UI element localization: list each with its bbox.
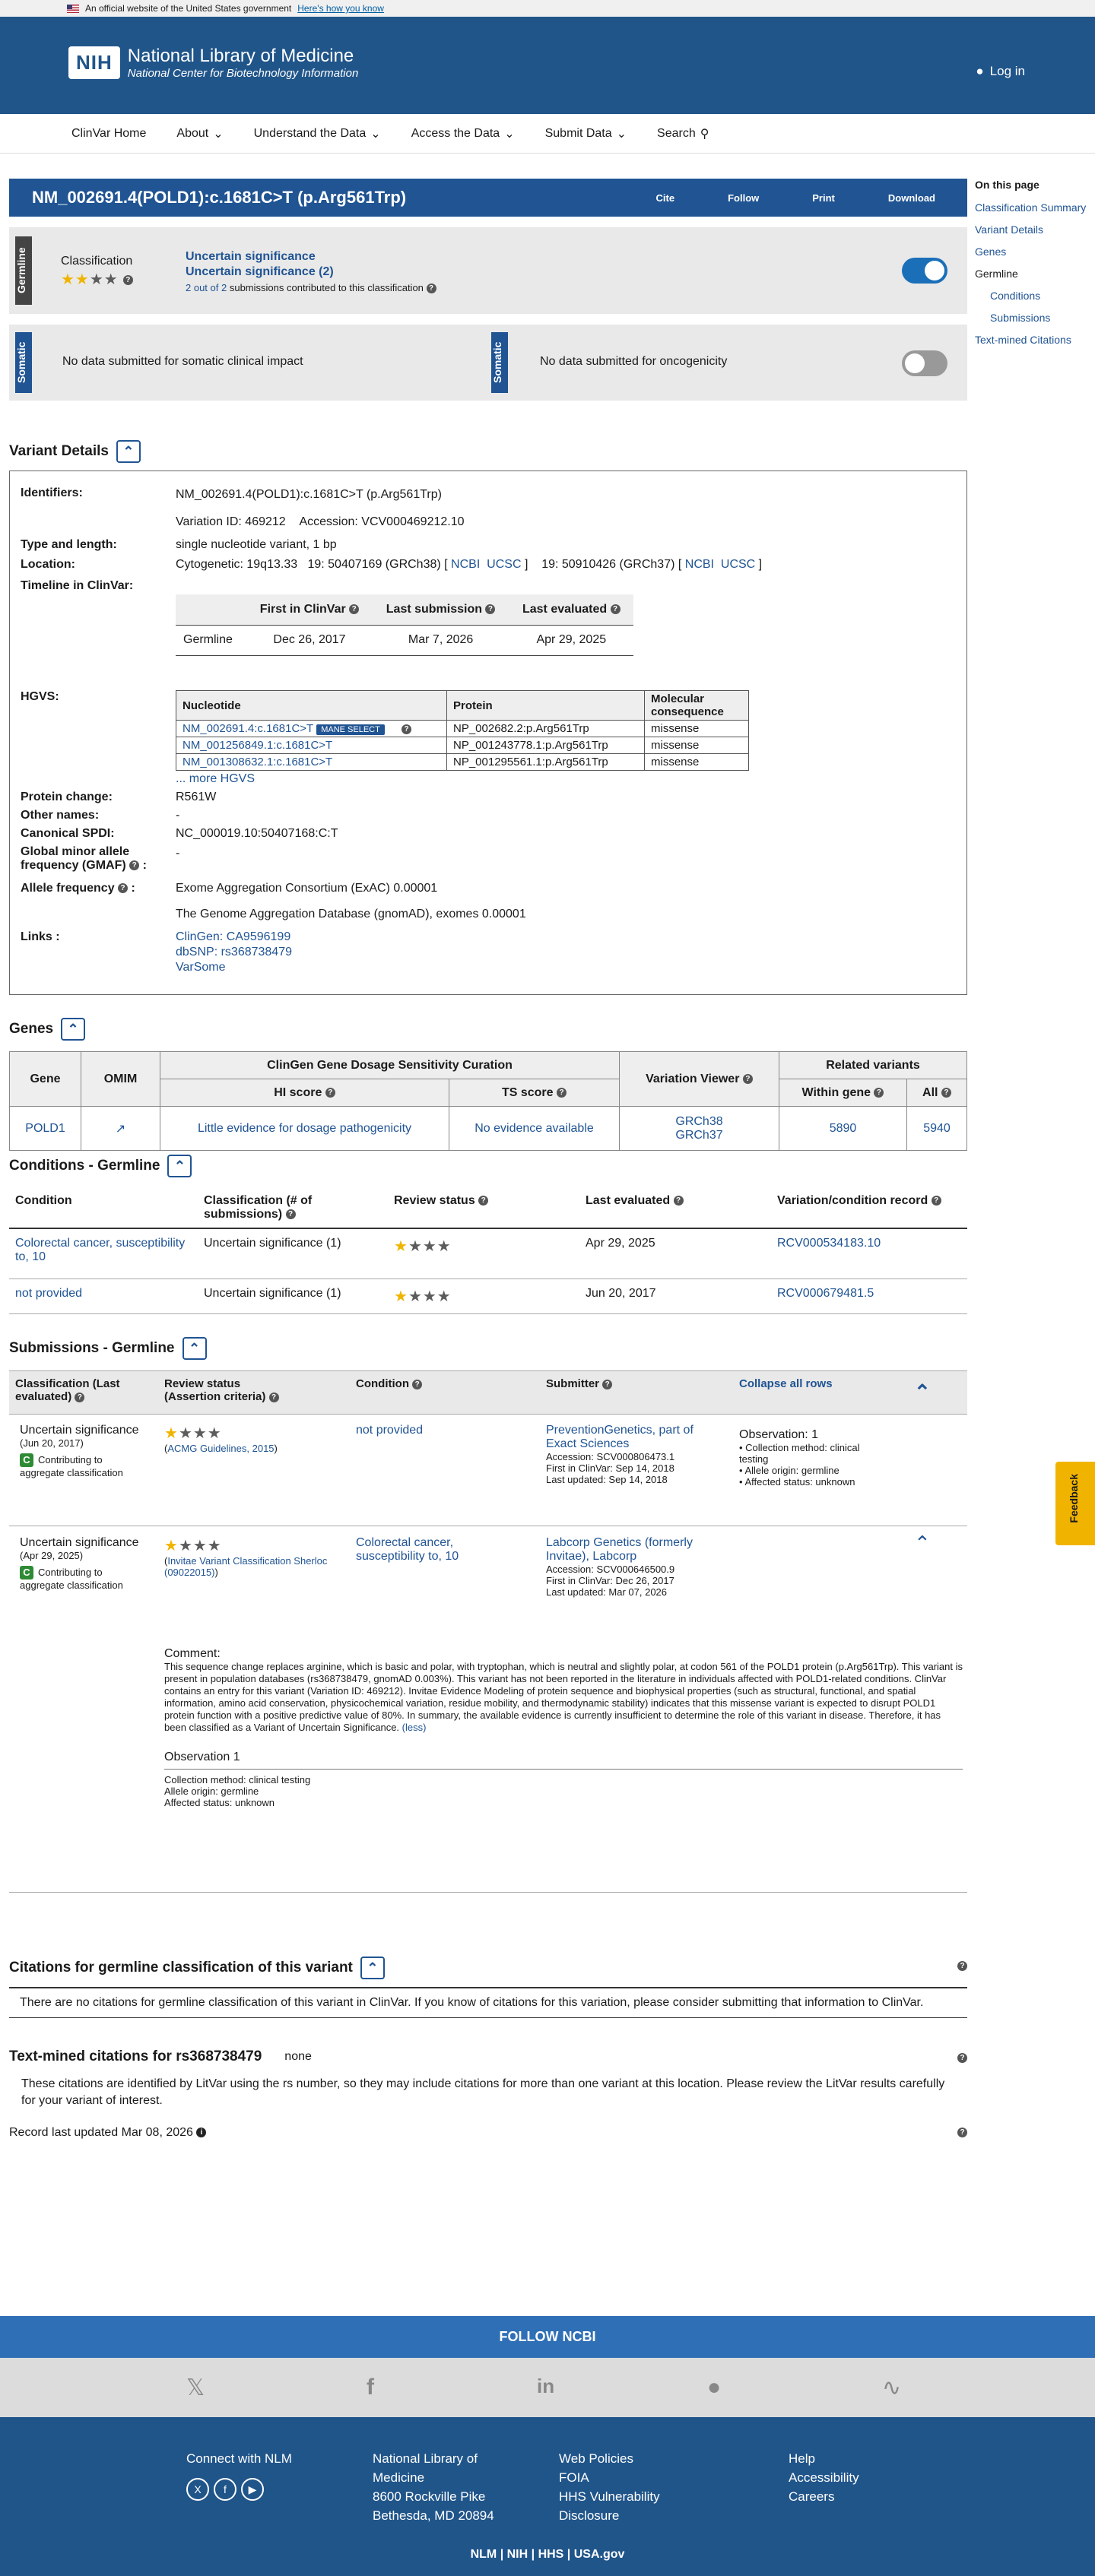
freq-gnomad: The Genome Aggregation Database (gnomAD), exomes 0.00001 [176,908,526,920]
hi-score-link[interactable]: Little evidence for dosage pathogenicity [160,1107,449,1151]
ucsc-link-38[interactable]: UCSC [487,558,522,571]
type-value: single nucleotide variant, 1 bp [176,538,337,551]
connect-nlm: Connect with NLM [186,2451,292,2466]
submissions-heading [9,1337,967,1360]
less-link[interactable]: (less) [402,1722,427,1733]
th-within: Within gene ? [779,1079,907,1107]
nih-logo-icon: NIH [68,46,120,79]
help-icon[interactable]: ? [957,2053,967,2063]
allele-freq-label: Allele frequency ? : [21,882,135,895]
spdi-label: Canonical SPDI: [21,827,115,840]
chevron-down-icon: ⌄ [213,127,224,141]
careers-link[interactable]: Careers [789,2489,835,2504]
gmaf-label: Global minor allele frequency (GMAF) ? : [21,845,147,872]
collapse-up-icon[interactable]: ⌃ [116,440,141,463]
nav-access[interactable] [411,126,515,141]
hgvs-nuc-link[interactable]: NM_001256849.1:c.1681C>T [176,737,447,754]
condition-class: Uncertain significance (1) [198,1228,388,1278]
header-subtitle: National Center for Biotechnology Information [127,67,359,80]
textmined-none: none [284,2050,312,2063]
github-icon[interactable]: ● [707,2375,722,2400]
toc-genes[interactable]: Genes [975,246,1007,258]
contributing-badge-icon: C [20,1566,33,1580]
footer-help [789,2449,859,2506]
sub1-class [20,1424,149,1478]
sub1-obs: Observation: 1 [739,1428,819,1441]
th-last-eval: Last evaluated ? [509,594,633,625]
sub2-first: First in ClinVar: Dec 26, 2017 [546,1575,674,1586]
page-title: NM_002691.4(POLD1):c.1681C>T (p.Arg561Trp) [32,188,407,207]
chevron-up-icon[interactable]: ⌃ [914,1380,931,1403]
sub2-upd: Last updated: Mar 07, 2026 [546,1586,668,1598]
hgvs-consequence: missense [645,721,749,737]
login-label: Log in [989,64,1025,78]
identifiers-label: Identifiers: [21,486,83,499]
disclosure-link[interactable]: Disclosure [559,2508,620,2523]
sub1-submitter [546,1424,713,1485]
dbsnp-link[interactable]: dbSNP: rs368738479 [176,946,292,958]
youtube-icon[interactable]: ▶ [241,2478,264,2501]
hgvs-protein: NP_002682.2:p.Arg561Trp [447,721,645,737]
th-sub-submitter: Submitter ? [546,1377,612,1390]
sub2-acc: Accession: SCV000646500.9 [546,1564,675,1575]
variant-details-title: Variant Details [9,443,109,459]
nav-about[interactable] [176,126,223,141]
updated-text: Record last updated Mar 08, 2026 [9,2126,193,2139]
condition-date: Apr 29, 2025 [579,1228,771,1278]
toc-submissions[interactable]: Submissions [990,312,1051,324]
freq-exac: Exome Aggregation Consortium (ExAC) 0.00001 [176,882,438,895]
accession: Accession: VCV000469212.10 [299,515,465,528]
toc-heading: On this page [975,179,1039,191]
th-first: First in ClinVar ? [246,594,372,625]
comment-label: Comment: [164,1647,221,1660]
timeline-table [176,594,633,656]
genes-heading [9,1018,967,1041]
external-link-icon[interactable]: ↗ [81,1107,160,1151]
sub1-observation: Observation: 1 • Collection method: clinical testing • Allele origin: germline • Affected status: unknown [739,1428,891,1488]
sub2-m1: Collection method: clinical testing [164,1774,311,1785]
sub1-submitter-link[interactable]: PreventionGenetics, part of Exact Sciences [546,1424,694,1450]
th-ts: TS score ? [449,1079,620,1107]
hgvs-consequence: missense [645,737,749,754]
nih-link[interactable]: NIH [506,2548,528,2561]
info-icon[interactable]: i [196,2128,206,2137]
germline-panel [9,227,967,314]
download-button[interactable]: Download [887,192,935,204]
hgvs-label: HGVS: [21,690,59,703]
nav-submit-label: Submit Data [544,126,612,140]
linkedin-icon[interactable]: in [537,2375,555,2397]
textmined-title: Text-mined citations for rs368738479 [9,2048,262,2064]
facebook-icon[interactable]: f [367,2375,374,2400]
help-link[interactable]: Help [789,2451,815,2466]
footer-policies [559,2449,660,2525]
web-policies-link[interactable]: Web Policies [559,2451,633,2466]
sub1-date: (Jun 20, 2017) [20,1437,84,1449]
on-this-page [975,179,1095,356]
variant-title-bar [9,179,967,217]
sub2-condition[interactable]: Colorectal cancer, susceptibility to, 10 [356,1536,459,1563]
within-gene-link[interactable]: 5890 [779,1107,907,1151]
contributing-badge-icon: C [20,1453,33,1467]
usagov-link[interactable]: USA.gov [573,2548,625,2561]
textmined-text: These citations are identified by LitVar using the rs number, so they may include citations for more than one variant at this location. Please review the LitVar results carefully for your variant of interest. [21,2077,945,2107]
somatic-onco-text: No data submitted for oncogenicity [540,355,728,368]
rss-icon[interactable]: ∿ [882,2375,902,2400]
somatic-onco-tab: Somatic [491,332,508,393]
th-sub-condition: Condition ? [356,1377,422,1390]
chevron-down-icon: ⌄ [616,127,627,141]
cite-button[interactable]: Cite [655,192,675,204]
heres-how-link[interactable]: Here's how you know [297,3,384,14]
hhs-vuln-link[interactable]: HHS Vulnerability [559,2489,660,2504]
nav-search-label: Search [657,126,696,140]
chevron-down-icon: ⌄ [370,127,381,141]
germline-tab: Germline [15,236,32,305]
gov-banner [0,0,1095,17]
submissions-title: Submissions - Germline [9,1340,175,1356]
gmaf-value: - [176,847,180,860]
varsome-link[interactable]: VarSome [176,961,226,974]
links-label: Links : [21,930,60,943]
condition-link[interactable]: not provided [9,1278,198,1313]
condition-class: Uncertain significance (1) [198,1278,388,1313]
th-sub-class: Classification (Last evaluated) ? [15,1377,120,1403]
ucsc-link-37[interactable]: UCSC [720,558,756,571]
acmg-link[interactable]: ACMG Guidelines, 2015 [167,1443,275,1454]
sub1-review: ★★★★ (ACMG Guidelines, 2015) [164,1425,278,1454]
footer-bottom: NLM | NIH | HHS | USA.gov [470,2548,625,2561]
toc-variant-details[interactable]: Variant Details [975,223,1044,236]
nav-search[interactable] [657,126,709,141]
condition-link[interactable]: Colorectal cancer, susceptibility to, 10 [9,1228,198,1278]
rcv-link[interactable]: RCV000679481.5 [771,1278,967,1313]
somatic-toggle[interactable] [902,350,947,376]
somatic-tab: Somatic [15,332,32,393]
sub2-submitter-link[interactable]: Labcorp Genetics (formerly Invitae), Labcorp [546,1536,693,1563]
nav-understand[interactable] [254,126,381,141]
hgvs-nuc-link[interactable]: NM_002691.4:c.1681C>T [182,722,314,735]
th-variation-viewer: Variation Viewer ? [620,1052,779,1107]
more-hgvs-link[interactable]: ... more HGVS [176,772,256,785]
textmined-heading [9,2048,967,2065]
aggregate-classification[interactable]: Uncertain significance [186,250,316,263]
th-sub-review: Review status (Assertion criteria) ? [164,1377,294,1403]
citations-heading [9,1957,967,1979]
nav-submit[interactable] [545,126,627,141]
search-icon: ⚲ [700,127,709,141]
sub2-comment [164,1647,963,1808]
identifier-value: NM_002691.4(POLD1):c.1681C>T (p.Arg561Trp) [176,488,442,501]
nlm-address: National Library of Medicine 8600 Rockville Pike Bethesda, MD 20894 [373,2451,494,2523]
th-consequence: Molecular consequence [645,691,749,721]
hgvs-row [176,721,447,737]
header-title: National Library of Medicine [127,46,354,66]
hgvs-table [176,690,749,771]
classification-label: Classification [61,255,133,268]
sub1-cls: Uncertain significance [20,1424,139,1437]
sub2-contrib: Contributing to aggregate classification [20,1567,123,1591]
other-names-value: - [176,809,180,822]
hgvs-protein: NP_001243778.1:p.Arg561Trp [447,737,645,754]
sherloc-link[interactable]: Invitae Variant Classification Sherloc (09022015) [164,1555,328,1578]
help-icon[interactable]: ? [123,275,133,285]
nav-understand-label: Understand the Data [253,126,367,140]
us-flag-icon [67,5,79,13]
comment-text: This sequence change replaces arginine, which is basic and polar, with tryptophan, which is neutral and slightly polar, at codon 561 of the POLD1 protein (p.Arg561Trp). This variant is present in population databases (rs368738479, gnomAD 0.003%). This variant has not been reported in the literature in individuals affected with POLD1-related conditions. ClinVar contains an entry for this variant (Variation ID: 469212). Invitae Evidence Modeling of protein sequence and biophysical properties (such as structural, functional, and spatial information, amino acid conservation, physicochemical variation, residue mobility, and thermodynamic stability) indicates that this missense variant is expected to disrupt POLD1 protein function with a positive predictive value of 80%. In summary, the available evidence is currently insufficient to determine the role of this variant in disease. Therefore, it has been classified as a Variant of Uncertain Significance. [164,1661,963,1733]
sub1-condition[interactable]: not provided [356,1424,424,1437]
genes-table [9,1051,967,1151]
footer [0,2417,1095,2576]
accessibility-link[interactable]: Accessibility [789,2470,859,2485]
conditions-title: Conditions - Germline [9,1158,160,1174]
contrib-count-link[interactable]: 2 out of 2 [186,282,227,293]
hgvs-consequence: missense [645,754,749,771]
nlm-link[interactable]: NLM [470,2548,497,2561]
print-button[interactable]: Print [812,192,835,204]
ncbi-link-37[interactable]: NCBI [684,558,714,571]
mane-select-badge: MANE SELECT [316,724,385,735]
sub2-obs: Observation 1 [164,1751,963,1770]
facebook-icon[interactable]: f [214,2478,236,2501]
other-names-label: Other names: [21,809,100,822]
toc-germline: Germline [975,268,1018,280]
conditions-table [9,1188,967,1314]
follow-ncbi: FOLLOW NCBI [0,2316,1095,2358]
hgvs-nuc-link[interactable]: NM_001308632.1:c.1681C>T [176,754,447,771]
protein-change-value: R561W [176,791,217,803]
citations-title: Citations for germline classification of this variant [9,1960,353,1976]
viewer-grch38[interactable]: GRCh38 [675,1114,723,1128]
main-nav [0,114,1095,154]
help-icon[interactable]: ? [402,724,411,734]
variation-id: Variation ID: 469212 [176,515,286,528]
chevron-down-icon: ⌄ [504,127,515,141]
th-related: Related variants [779,1052,967,1079]
timeline-label: Timeline in ClinVar: [21,579,134,592]
sub2-m3: Affected status: unknown [164,1797,275,1808]
th-review: Review status ? [388,1188,579,1228]
hgvs-protein: NP_001295561.1:p.Arg561Trp [447,754,645,771]
conditions-heading [9,1155,967,1177]
nav-access-label: Access the Data [411,126,500,140]
record-updated [9,2126,967,2140]
loc-grch38: 19: 50407169 (GRCh38) [ [307,558,448,571]
variant-details-heading [9,440,967,463]
somatic-clinical-text: No data submitted for somatic clinical impact [62,355,303,368]
user-icon: ● [976,64,984,78]
genes-title: Genes [9,1021,54,1037]
viewer-grch37[interactable]: GRCh37 [675,1128,723,1142]
th-all: All ? [907,1079,967,1107]
th-hi: HI score ? [160,1079,449,1107]
rcv-link[interactable]: RCV000534183.10 [771,1228,967,1278]
sub1-acc: Accession: SCV000806473.1 [546,1451,675,1462]
help-icon[interactable]: ? [427,284,436,293]
foia-link[interactable]: FOIA [559,2470,589,2485]
condition-date: Jun 20, 2017 [579,1278,771,1313]
table-row [9,1278,967,1313]
loc-grch37: 19: 50910426 (GRCh37) [ [541,558,682,571]
feedback-label: Feedback [1068,1474,1080,1523]
table-row [9,1228,967,1278]
sub2-date: (Apr 29, 2025) [20,1550,84,1561]
help-icon[interactable]: ? [957,2128,967,2137]
review-stars: ★★★★ [388,1278,579,1313]
social-bar [0,2358,1095,2417]
toggle-knob [925,261,944,280]
th-last-evaluated: Last evaluated ? [579,1188,771,1228]
all-variants-link[interactable]: 5940 [907,1107,967,1151]
sub2-m2: Allele origin: germline [164,1785,259,1797]
gene-link[interactable]: POLD1 [10,1107,81,1151]
contrib-text: submissions contributed to this classification [229,282,424,293]
hhs-link[interactable]: HHS [538,2548,564,2561]
follow-button[interactable]: Follow [728,192,760,204]
nlm-logo[interactable] [68,46,358,80]
gov-banner-text: An official website of the United States government [85,3,292,14]
th-classification: Classification (# of submissions) ? [198,1188,388,1228]
collapse-up-icon[interactable]: ⌃ [167,1155,192,1177]
citations-text: There are no citations for germline classification of this variant in ClinVar. If you know of citations for this variation, please consider submitting that information to ClinVar. [9,1987,967,2018]
sub2-submitter [546,1536,721,1598]
review-stars: ★★★★ ? [61,270,133,289]
toggle-knob [905,353,925,373]
login-button[interactable] [976,64,1025,79]
cytogenetic: Cytogenetic: 19q13.33 [176,558,298,571]
ts-score-link[interactable]: No evidence available [449,1107,620,1151]
th-protein: Protein [447,691,645,721]
sub1-first: First in ClinVar: Sep 14, 2018 [546,1462,674,1474]
toc-conditions[interactable]: Conditions [990,290,1041,302]
timeline-germline: Germline [176,625,246,655]
review-stars: ★★★★ [388,1228,579,1278]
sub2-review: ★★★★ (Invitae Variant Classification Sherloc (09022015)) [164,1538,328,1578]
social-icons [186,2478,268,2501]
x-icon[interactable]: X [186,2478,209,2501]
timeline-last-eval: Apr 29, 2025 [509,625,633,655]
submissions-section [9,1360,967,1900]
th-clingen: ClinGen Gene Dosage Sensitivity Curation [160,1052,620,1079]
th-nucleotide: Nucleotide [176,691,447,721]
protein-change-label: Protein change: [21,791,113,803]
timeline-last-sub: Mar 7, 2026 [373,625,509,655]
toc-text-mined[interactable]: Text-mined Citations [975,334,1071,346]
germline-toggle[interactable] [902,258,947,284]
site-header [0,17,1095,114]
sub2-class [20,1536,149,1591]
sub1-upd: Last updated: Sep 14, 2018 [546,1474,668,1485]
collapse-all-rows[interactable]: Collapse all rows [739,1377,833,1390]
nav-about-label: About [176,126,209,140]
collapse-up-icon[interactable]: ⌃ [360,1957,385,1979]
collapse-up-icon[interactable]: ⌃ [61,1018,85,1041]
clingen-link[interactable]: ClinGen: CA9596199 [176,930,291,943]
toc-classification-summary[interactable]: Classification Summary [975,201,1087,214]
somatic-panel [9,325,967,401]
classification-count[interactable]: Uncertain significance (2) [186,265,334,278]
sub2-cls: Uncertain significance [20,1536,139,1549]
collapse-up-icon[interactable]: ⌃ [182,1337,207,1360]
th-last-sub: Last submission ? [373,594,509,625]
th-omim: OMIM [81,1052,160,1107]
th-record: Variation/condition record ? [771,1188,967,1228]
nav-clinvar-home[interactable]: ClinVar Home [71,126,147,140]
feedback-button[interactable] [1055,1462,1095,1545]
sub1-contrib: Contributing to aggregate classification [20,1454,123,1478]
ncbi-link-38[interactable]: NCBI [451,558,481,571]
location-label: Location: [21,558,75,571]
th-gene: Gene [10,1052,81,1107]
th-condition: Condition [9,1188,198,1228]
help-icon[interactable]: ? [957,1961,967,1971]
spdi-value: NC_000019.10:50407168:C:T [176,827,338,840]
submissions-header [9,1370,967,1415]
variant-details-box: Identifiers: NM_002691.4(POLD1):c.1681C>T (p.Arg561Trp) Variation ID: 469212 Accession: VCV000469212.10 Type and length: single nucleotide variant, 1 bp Location: Cytogenetic: 19q13.33 19: 50407169 (GRCh38) [ NCBI UCSC ] 19: 50910426 (GRCh37) [ NCBI UCSC ] Timeline in ClinVar: First in ClinVar ? Last submission ? Last evaluated ? Germline Dec 26, 2017 Mar 7, 2026 Apr 29, 2025 HGVS: Nucleotide Protein Molecular consequence NM_002691.4:c.1681C>T MANE SELECT ? NP_002682.2:p.Arg561Trp missense NM_001256849.1:c.1681C>T NP_001243778.1:p.Arg561Trp missense NM_001308632.1:c.1681C>T NP_001295561.1:p.Arg561Trp missense ... more HGVS Protein change: R561W Other names: - Canonical SPDI: NC_000019.10:50407168:C:T Global minor allele frequency (GMAF) ? : - Allele frequency ? : Exome Aggregation Consortium (ExAC) 0.00001 The Genome Aggregation Database (gnomAD), exomes 0.00001 Links : ClinGen: CA9596199 dbSNP: rs368738479 VarSome [9,471,967,995]
x-icon[interactable]: 𝕏 [186,2375,205,2400]
chevron-up-icon[interactable]: ⌃ [914,1532,931,1554]
type-label: Type and length: [21,538,117,551]
timeline-first: Dec 26, 2017 [246,625,372,655]
